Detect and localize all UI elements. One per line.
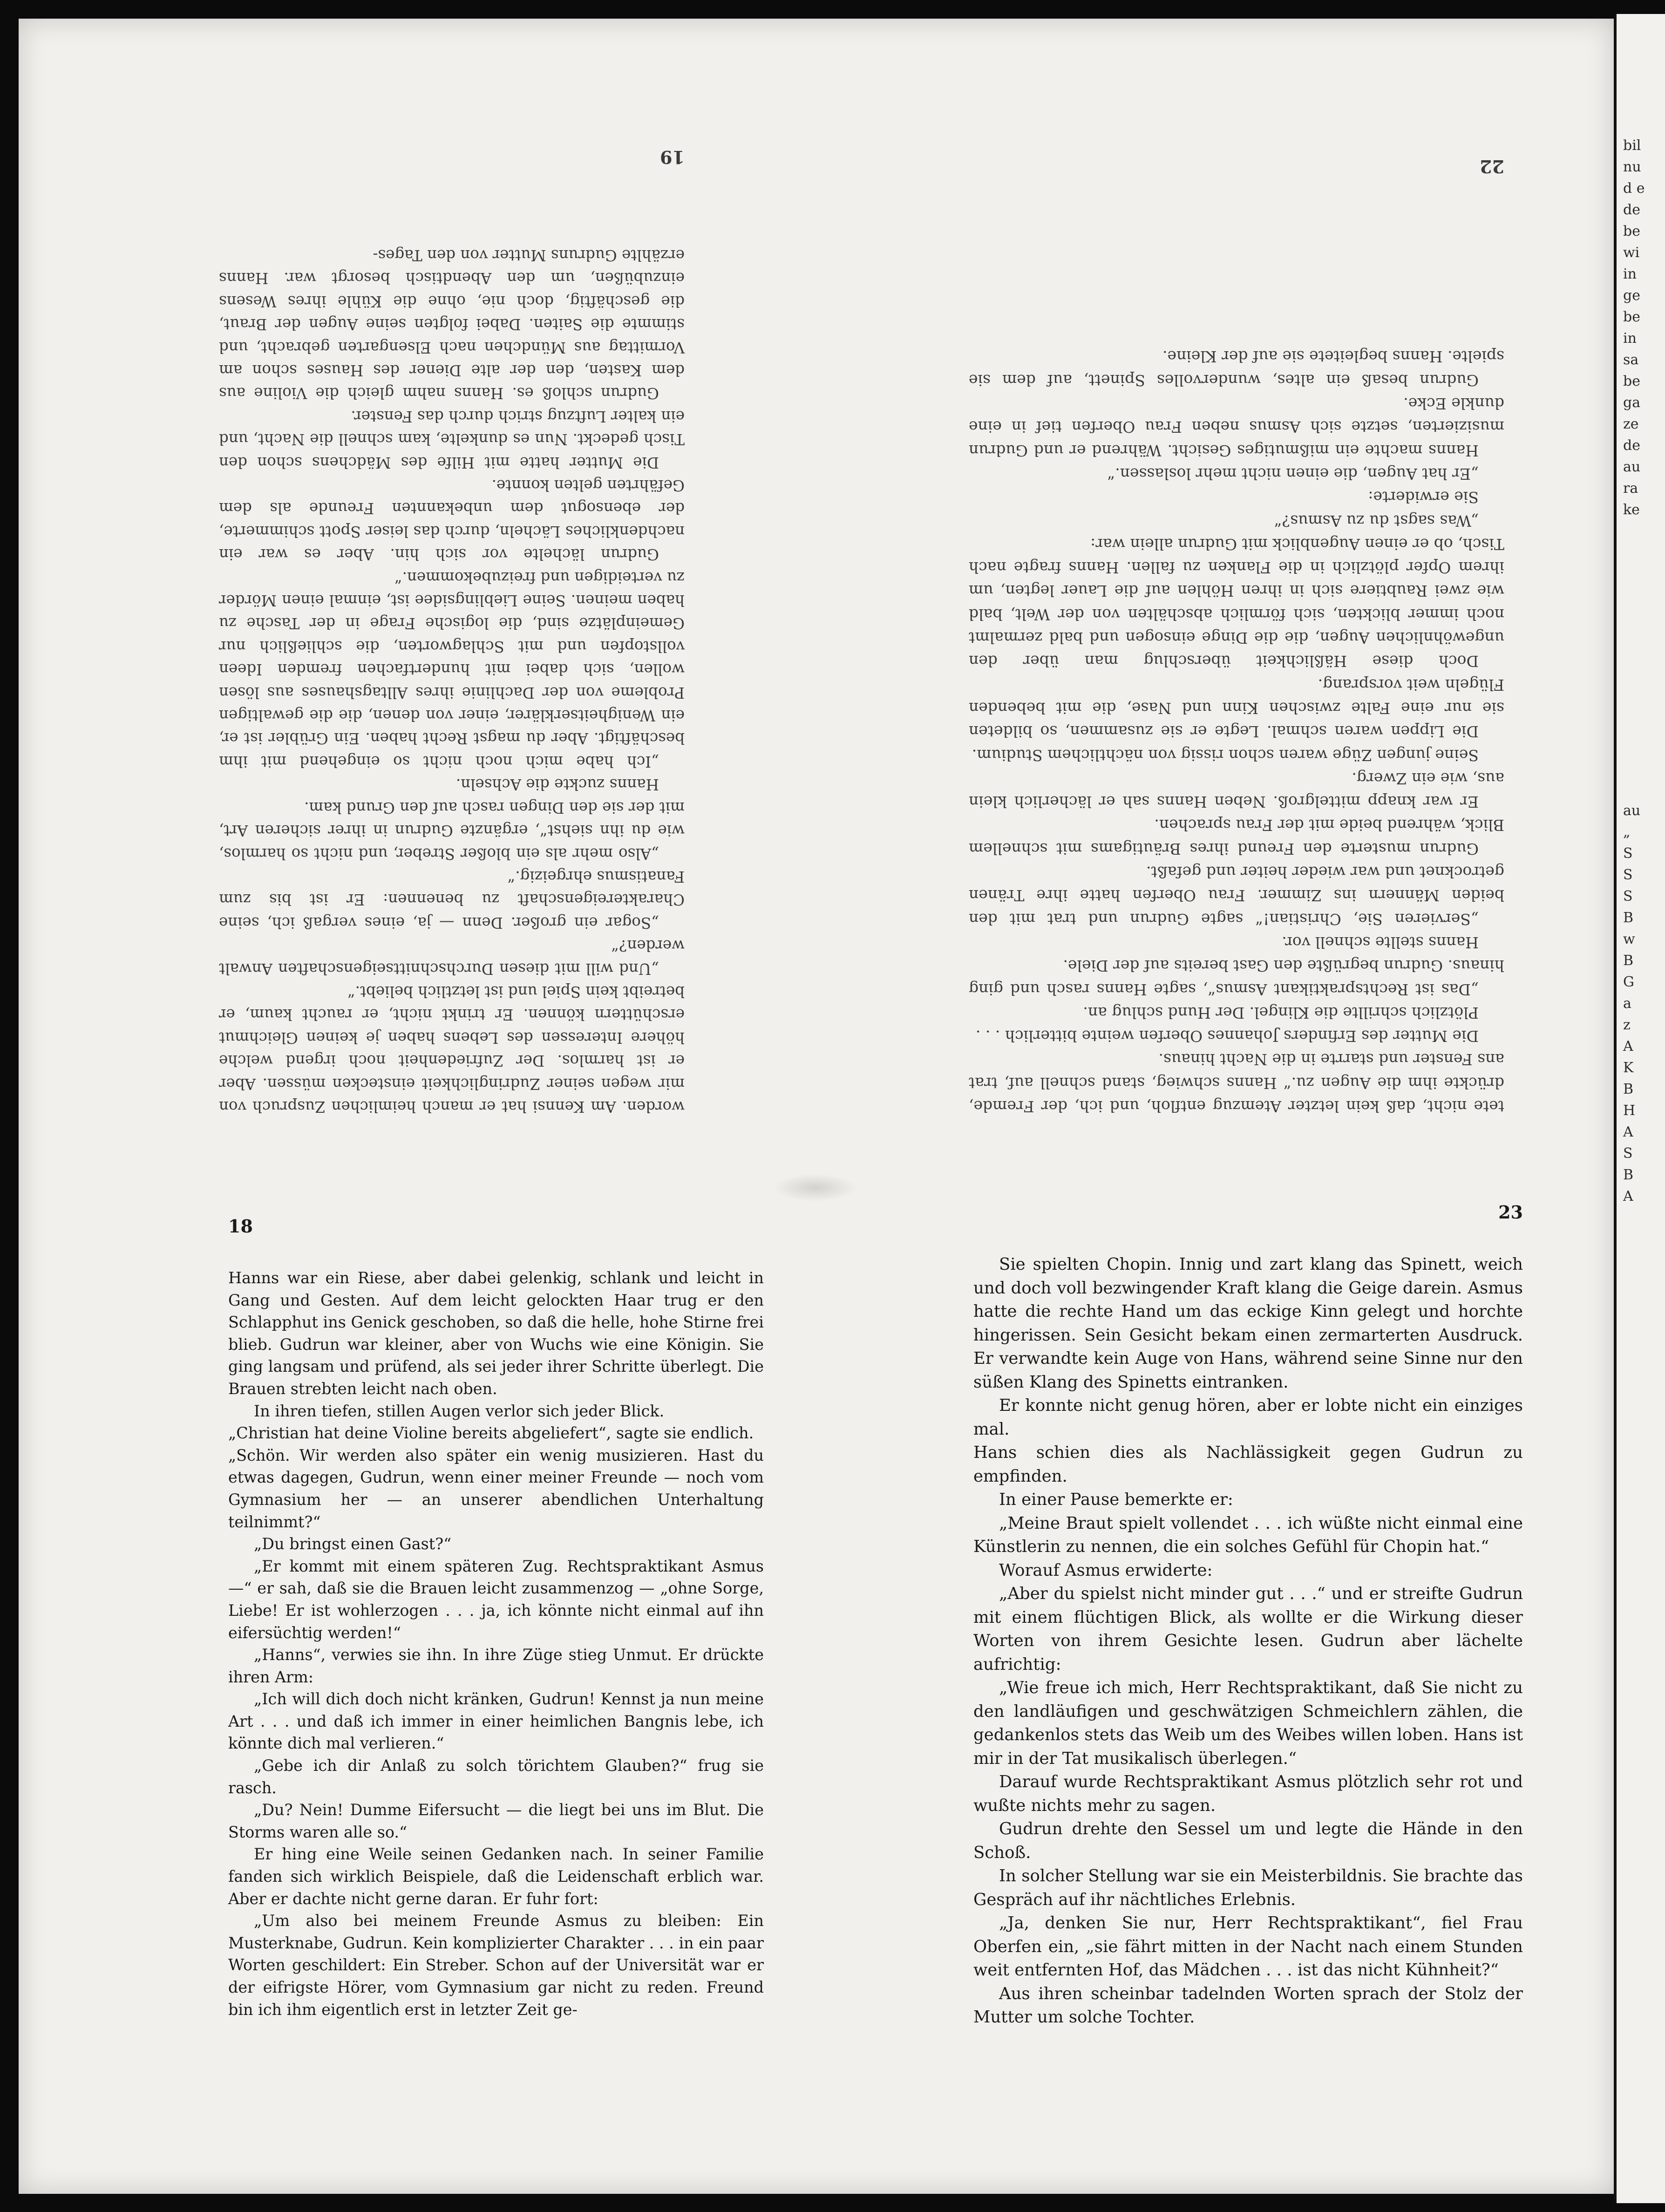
- edge-text-fragment: ze: [1623, 416, 1639, 432]
- edge-text-fragment: be: [1623, 373, 1640, 389]
- edge-text-fragment: z: [1623, 1017, 1631, 1033]
- paragraph: In solcher Stellung war sie ein Meisterbildnis. Sie brachte das Gespräch auf ihr nächtliches Erlebnis.: [973, 1866, 1523, 1909]
- edge-text-fragment: ge: [1623, 287, 1640, 304]
- paragraph: „Um also bei meinem Freunde Asmus zu bleiben: Ein Musterknabe, Gudrun. Kein komplizierter Charakter . . . in ein paar Worten geschildert: Ein Streber. Schon auf der Universität war er der eifrigste Hörer, vom Gymnasium gar nicht zu reden. Freund bin ich ihm eigentlich erst in letzter Zeit ge-: [228, 1912, 764, 2019]
- paragraph: Die Mutter hatte mit Hilfe des Mädchens schon den Tisch gedeckt. Nun es dunkelte, kam schnell die Nacht, und ein kalter Luftzug strich durch das Fenster.: [219, 407, 685, 471]
- page-body: [228, 1267, 764, 2021]
- paragraph: „Hanns“, verwies sie ihn. In ihre Züge stieg Unmut. Er drückte ihren Arm:: [228, 1646, 764, 1686]
- paragraph: „Ich will dich doch nicht kränken, Gudrun! Kennst ja nun meine Art . . . und daß ich immer in einer heimlichen Bangnis lebe, ich könnte dich mal verlieren.“: [228, 1690, 764, 1753]
- paragraph: „Und will mit diesen Durchschnittseigenschaften Anwalt werden?“: [219, 937, 685, 978]
- page-body: [219, 244, 685, 1118]
- paragraph: „Wie freue ich mich, Herr Rechtspraktikant, daß Sie nicht zu den landläufigen und geschwätzigen Schmeichlern zählen, die gedankenlos stets das Weib um des Weibes willen loben. Hans ist mir in der Tat musikalisch überlegen.“: [973, 1678, 1523, 1768]
- paragraph: Gudrun musterte den Freund ihres Bräutigams mit schnellem Blick, während beide mit der Frau sprachen.: [969, 816, 1504, 858]
- paragraph: Gudrun drehte den Sessel um und legte die Hände in den Schoß.: [973, 1819, 1523, 1862]
- paragraph: „Schön. Wir werden also später ein wenig musizieren. Hast du etwas dagegen, Gudrun, wenn einer meiner Freunde — noch vom Gymnasium her — an unserer abendlichen Unterhaltung teilnimmt?“: [228, 1446, 764, 1531]
- paragraph: „Aber du spielst nicht minder gut . . .“ und er streifte Gudrun mit einem flüchtigen Blick, als wollte er die Wirkung dieser Worten von ihrem Gesichte lesen. Gudrun aber lächelte aufrichtig:: [973, 1584, 1523, 1674]
- paragraph: In einer Pause bemerkte er:: [999, 1490, 1233, 1509]
- paragraph: „Servieren Sie, Christian!“ sagte Gudrun und trat mit den beiden Männern ins Zimmer. Frau Oberfen hatte ihre Tränen getrocknet und war wieder heiter und gefaßt.: [969, 863, 1504, 928]
- edge-text-fragment: in: [1623, 266, 1637, 282]
- paragraph: Er hing eine Weile seinen Gedanken nach. In seiner Familie fanden sich wirklich Beispiele, daß die Leidenschaft erblich war. Aber er dachte nicht gerne daran. Er fuhr fort:: [228, 1845, 764, 1908]
- edge-text-fragment: A: [1623, 1124, 1633, 1140]
- paragraph: „Du? Nein! Dumme Eifersucht — die liegt bei uns im Blut. Die Storms waren alle so.“: [228, 1801, 764, 1841]
- edge-text-fragment: B: [1623, 1081, 1634, 1097]
- paragraph: „Gebe ich dir Anlaß zu solch törichtem Glauben?“ frug sie rasch.: [228, 1756, 764, 1797]
- paragraph: „Meine Braut spielt vollendet . . . ich wüßte nicht einmal eine Künstlerin zu nennen, die ein solches Gefühl für Chopin hat.“: [973, 1513, 1523, 1556]
- edge-text-fragment: „: [1623, 824, 1631, 840]
- page-23: [973, 1202, 1523, 2124]
- edge-text-fragment: a: [1623, 995, 1631, 1012]
- page-18: [228, 1216, 764, 2129]
- edge-text-fragment: ra: [1623, 480, 1638, 497]
- paragraph: Gudrun schloß es. Hanns nahm gleich die Violine aus dem Kasten, den der alte Diener des Hauses schon am Vormittag aus Mündchen nach Elsengarten gebracht, und stimmte die Saiten. Dabei folgten seine Augen der Braut, die geschäftig, doch nie, ohne die Kühle ihres Wesens einzubüßen, um den Abendtisch besorgt war. Hanns erzählte Gudruns Mutter von den Tages-: [219, 246, 685, 402]
- paragraph: Hanns machte ein mißmutiges Gesicht. Während er und Gudrun musizierten, setzte sich Asmus neben Frau Oberfen tief in eine dunkle Ecke.: [969, 395, 1504, 460]
- page-19-upside-down: [219, 116, 685, 1118]
- edge-text-fragment: w: [1623, 931, 1635, 947]
- edge-text-fragment: S: [1623, 867, 1633, 883]
- edge-text-fragment: au: [1623, 459, 1641, 475]
- edge-text-fragment: sa: [1623, 352, 1639, 368]
- page-number: 23: [1498, 1202, 1523, 1223]
- paragraph: Die Lippen waren schmal. Legte er sie zusammen, so bildeten sie nur eine Falte zwischen Kinn und Nase, die mit bebenden Flügeln weit vorsprang.: [969, 675, 1504, 741]
- paragraph: Hanns stellte schnell vor.: [1282, 933, 1479, 952]
- page-22-upside-down: [969, 116, 1504, 1118]
- paragraph: Hans schien dies als Nachlässigkeit gegen Gudrun zu empfinden.: [973, 1443, 1523, 1486]
- edge-text-fragment: de: [1623, 437, 1640, 454]
- page-body: [973, 1253, 1523, 2029]
- edge-text-fragment: A: [1623, 1188, 1633, 1205]
- paragraph: „Ich habe mich noch nicht so eingehend mit ihm beschäftigt. Aber du magst Recht haben. Ein Grübler ist er, ein Wenigheitserklärer, einer von denen, die die gewaltigen Probleme von der Dachlinie ihres Alltagshauses aus lösen wollen, sich dabei mit hundertfachen fremden Ideen vollstopfen und mit Schlagworten, die schließlich nur Gemeinplätze sind, die logische Frage in der Tasche zu haben meinen. Seine Lieblingsidee ist, einmal einen Mörder zu verteidigen und freizubekommen.“: [219, 568, 685, 770]
- page-number: 22: [1480, 156, 1504, 177]
- edge-text-fragment: B: [1623, 953, 1634, 969]
- edge-text-fragment: K: [1623, 1060, 1634, 1076]
- paragraph: „Du bringst einen Gast?“: [254, 1535, 452, 1553]
- edge-text-fragment: A: [1623, 1038, 1633, 1055]
- edge-text-fragment: au: [1623, 803, 1641, 819]
- paragraph: Er war knapp mittelgroß. Neben Hanns sah er lächerlich klein aus, wie ein Zwerg.: [969, 769, 1504, 811]
- edge-text-fragment: wi: [1623, 245, 1640, 261]
- paragraph: „Ja, denken Sie nur, Herr Rechtspraktikant“, fiel Frau Oberfen ein, „sie fährt mitten in der Nacht nach einem Stunden weit entfernten Hof, das Mädchen . . . ist das nicht Kühnheit?“: [973, 1913, 1523, 1980]
- paragraph: Plötzlich schrillte die Klingel. Der Hund schlug an.: [1083, 1003, 1479, 1022]
- paragraph: „Also mehr als ein bloßer Streber, und nicht so harmlos, wie du ihn siehst“, ergänzte Gudrun in ihrer sicheren Art, mit der sie den Dingen rasch auf den Grund kam.: [219, 798, 685, 863]
- page-number: 18: [228, 1216, 253, 1237]
- paragraph: Seine jungen Züge waren schon rissig von nächtlichem Studium.: [972, 746, 1479, 764]
- page-number: 19: [660, 147, 685, 168]
- paragraph: In ihren tiefen, stillen Augen verlor sich jeder Blick.: [254, 1402, 665, 1420]
- edge-text-fragment: be: [1623, 309, 1640, 325]
- edge-text-fragment: be: [1623, 223, 1640, 239]
- edge-text-fragment: B: [1623, 910, 1634, 926]
- edge-gap: [1623, 521, 1665, 800]
- edge-text-fragment: B: [1623, 1167, 1634, 1183]
- edge-text-fragment: in: [1623, 330, 1637, 347]
- paragraph: Worauf Asmus erwiderte:: [999, 1560, 1213, 1580]
- paragraph: worden. Am Kennsi hat er manch heimlichen Zuspruch von mir wegen seiner Zudringlichkeit einstecken müssen. Aber er ist harmlos. Der Zufriedenheit noch irgend welche höhere Interessen des Lebens haben je keinen Gleichmut erschüttern können. Er trinkt nicht, er raucht kaum, er betreibt kein Spiel und ist letztlich beliebt.“: [219, 982, 685, 1116]
- edge-text-fragment: bil: [1623, 137, 1641, 154]
- edge-text-fragment: G: [1623, 974, 1634, 990]
- paragraph: „Das ist Rechtspraktikant Asmus“, sagte Hanns rasch und ging hinaus. Gudrun begrüßte den Gast bereits auf der Diele.: [969, 957, 1504, 999]
- paragraph: Er konnte nicht genug hören, aber er lobte nicht ein einziges mal.: [973, 1396, 1523, 1439]
- paragraph: Gudrun lächelte vor sich hin. Aber es war ein nachdenkliches Lächeln, durch das leiser Spott schimmerte, der ebensogut dem unbekannten Freunde als dem Gefährten gelten konnte.: [219, 476, 685, 564]
- paragraph: Aus ihren scheinbar tadelnden Worten sprach der Stolz der Mutter um solche Tochter.: [973, 1984, 1523, 2027]
- edge-text-fragment: nu: [1623, 159, 1641, 175]
- paragraph: Doch diese Häßlichkeit überschlug man über den ungewöhnlichen Augen, die die Dinge einsogen und bald zermalmt noch immer blickten, sich förmlich abschälten von der Welt, bald wie zwei Raubtiere sich in ihren Höhlen auf die Lauer legten, um ihrem Opfer plötzlich in die Flanken zu fallen. Hanns fragte nach Tisch, ob er einen Augenblick mit Gudrun allein war:: [969, 535, 1504, 671]
- edge-text-fragment: S: [1623, 1145, 1633, 1162]
- paragraph: Darauf wurde Rechtspraktikant Asmus plötzlich sehr rot und wußte nichts mehr zu sagen.: [973, 1772, 1523, 1815]
- edge-text-fragment: S: [1623, 888, 1633, 905]
- paragraph: „Er hat Augen, die einen nicht mehr loslassen.“: [1107, 464, 1479, 483]
- paragraph: „Was sagst du zu Asmus?“: [1274, 511, 1479, 530]
- edge-text-fragment: S: [1623, 845, 1633, 862]
- edge-text-fragment: d e: [1623, 180, 1645, 197]
- paragraph: Hanns zuckte die Achseln.: [455, 776, 659, 794]
- print-smudge: [773, 1174, 857, 1202]
- edge-text-fragment: ga: [1623, 395, 1641, 411]
- paragraph: „Christian hat deine Violine bereits abgeliefert“, sagte sie endlich.: [228, 1424, 754, 1443]
- edge-text-fragment: de: [1623, 202, 1640, 218]
- page-body: [969, 345, 1504, 1118]
- edge-text-fragment: H: [1623, 1103, 1636, 1119]
- paragraph: „Sogar ein großer. Denn — ja, eines vergaß ich, seine Charaktereigenschaft zu benennen: Er ist bis zum Fanatismus ehrgeizig.“: [219, 867, 685, 932]
- paragraph: „Er kommt mit einem späteren Zug. Rechtspraktikant Asmus —“ er sah, daß sie die Brauen leicht zusammenzog — „ohne Sorge, Liebe! Er ist wohlerzogen . . . ja, ich könnte nicht einmal auf ihn eifersüchtig werden!“: [228, 1557, 764, 1642]
- edge-text-fragment: ke: [1623, 502, 1640, 518]
- adjacent-page-edge: [1614, 14, 1665, 2203]
- paragraph: Hanns war ein Riese, aber dabei gelenkig, schlank und leicht in Gang und Gesten. Auf dem leicht gelockten Haar trug er den Schlapphut ins Genick geschoben, so daß die helle, hohe Stirne frei blieb. Gudrun war kleiner, aber von Wuchs wie eine Königin. Sie ging langsam und prüfend, als sei jeder ihrer Schritte überlegt. Die Brauen strebten leicht nach oben.: [228, 1269, 764, 1398]
- paragraph: Die Mutter des Erfinders Johannes Oberfen weinte bitterlich . . .: [975, 1027, 1479, 1046]
- paragraph: Sie erwiderte:: [1368, 488, 1479, 507]
- paragraph: Gudrun besaß ein altes, wundervolles Spinett, auf dem sie spielte. Hanns begleitete sie auf der Kleine.: [969, 347, 1504, 389]
- paragraph: tete nicht, daß kein letzter Atemzug entfloh, und ich, der Fremde, drückte ihm die Augen zu.“ Hanns schwieg, stand schnell auf, trat ans Fenster und starrte in die Nacht hinaus.: [969, 1050, 1504, 1116]
- paragraph: Sie spielten Chopin. Innig und zart klang das Spinett, weich und doch voll bezwingender Kraft klang die Geige darein. Asmus hatte die rechte Hand um das eckige Kinn gelegt und horchte hingerissen. Sein Gesicht bekam einen zermarterten Ausdruck. Er verwandte kein Auge von Hans, während seine Sinne nur den süßen Klang des Spinetts eintranken.: [973, 1255, 1523, 1392]
